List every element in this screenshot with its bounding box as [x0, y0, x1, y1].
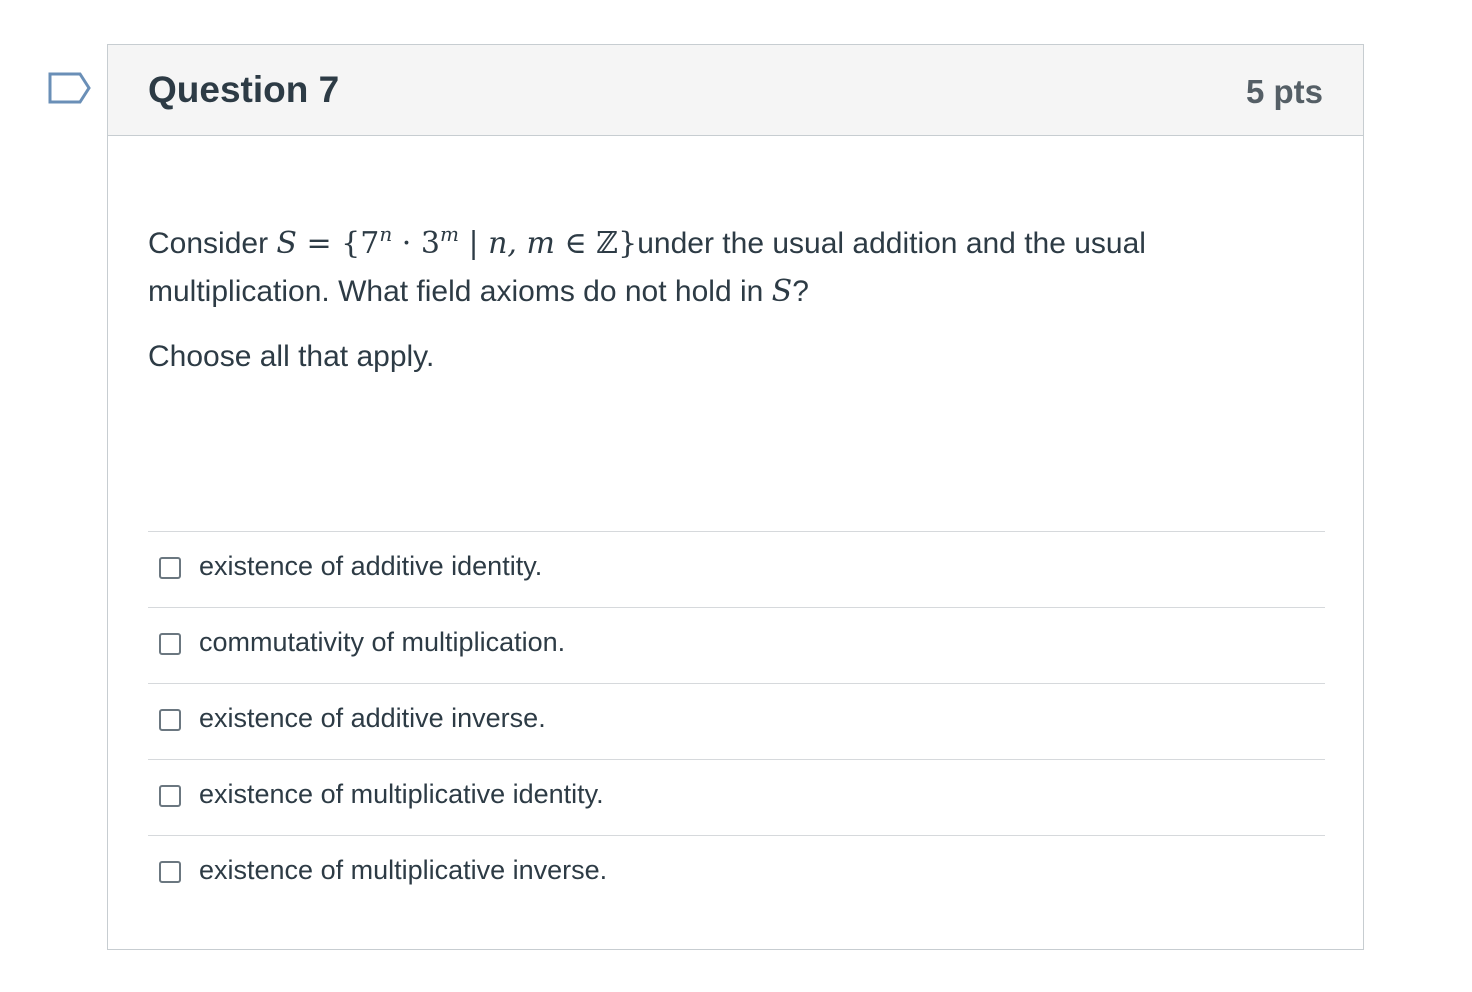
set-expression — [276, 222, 638, 261]
answer-option[interactable] — [148, 607, 1325, 683]
question-card — [107, 44, 1364, 950]
math-condition: | n, m ∈ — [458, 226, 597, 261]
math-integers: ℤ — [596, 226, 619, 261]
math-exp-m: m — [439, 222, 459, 246]
math-exp-n: n — [379, 222, 393, 246]
math-s-2: S — [771, 274, 793, 309]
answer-option[interactable] — [148, 531, 1325, 607]
math-eq: = {7 — [296, 226, 380, 261]
answer-option[interactable] — [148, 835, 1325, 911]
answer-label[interactable]: commutativity of multiplication. — [199, 627, 566, 657]
question-title: Question 7 — [148, 69, 340, 110]
flag-question-icon[interactable] — [48, 72, 92, 104]
math-s: S — [276, 226, 297, 261]
answer-list — [148, 531, 1325, 911]
question-mark: ? — [792, 275, 809, 308]
question-line-2-text: multiplication. What field axioms do not hold in — [148, 275, 772, 308]
checkbox[interactable] — [159, 785, 181, 807]
checkbox[interactable] — [159, 709, 181, 731]
instruction-text: Choose all that apply. — [148, 340, 435, 373]
answer-label[interactable]: existence of multiplicative identity. — [199, 779, 604, 809]
question-line-1 — [148, 220, 1328, 268]
question-text — [148, 220, 1328, 316]
checkbox[interactable] — [159, 861, 181, 883]
question-line-2 — [148, 268, 1328, 316]
answer-label[interactable]: existence of additive inverse. — [199, 703, 546, 733]
question-text-prefix: Consider — [148, 227, 277, 260]
checkbox[interactable] — [159, 557, 181, 579]
answer-label[interactable]: existence of multiplicative inverse. — [199, 855, 608, 885]
question-points: 5 pts — [1245, 73, 1323, 110]
math-dot: · 3 — [392, 226, 440, 261]
answer-option[interactable] — [148, 759, 1325, 835]
math-close: } — [618, 226, 638, 261]
checkbox[interactable] — [159, 633, 181, 655]
question-header — [108, 45, 1363, 136]
answer-option[interactable] — [148, 683, 1325, 759]
question-text-suffix: under the usual addition and the usual — [637, 227, 1146, 260]
answer-label[interactable]: existence of additive identity. — [199, 551, 543, 581]
